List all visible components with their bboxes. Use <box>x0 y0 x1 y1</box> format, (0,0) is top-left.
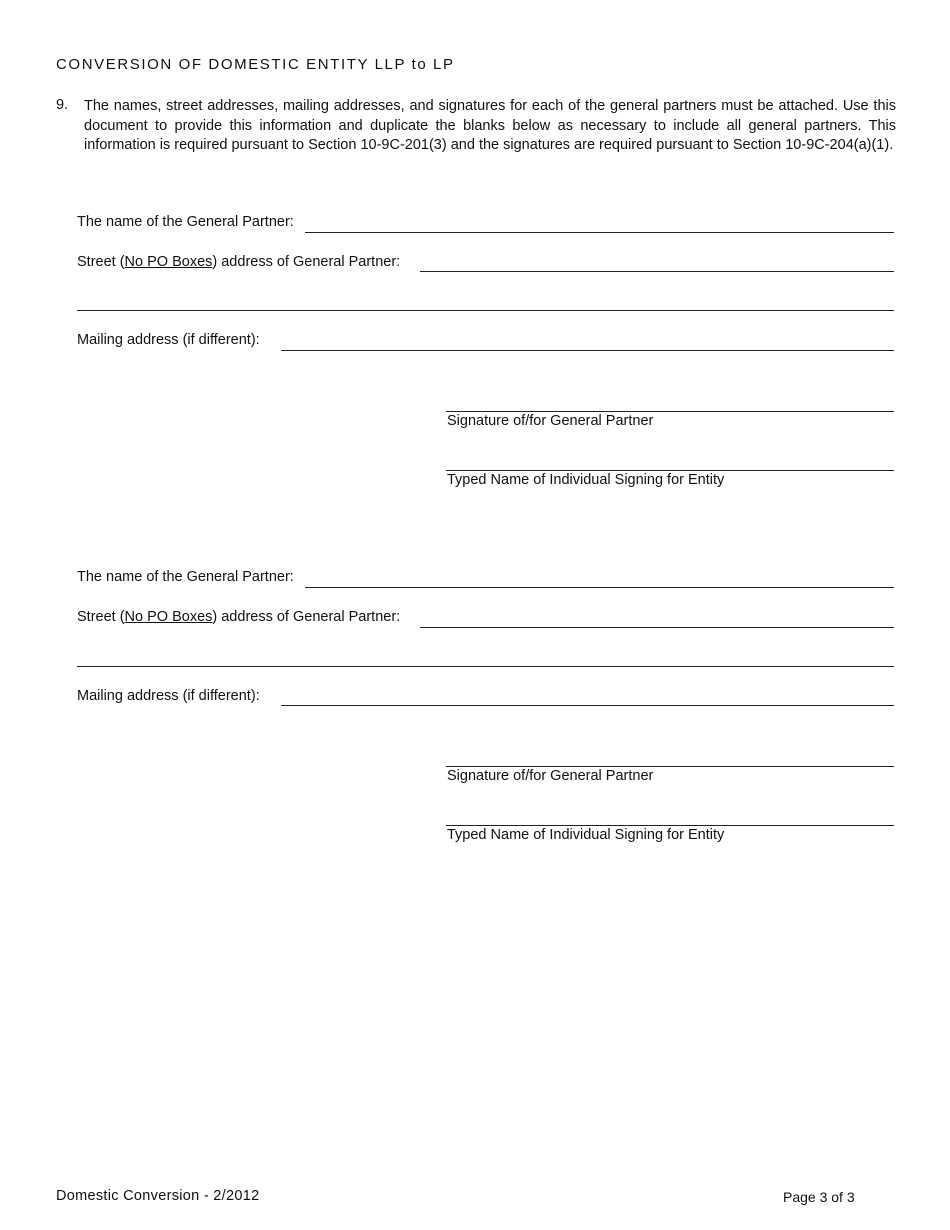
typed-name-label-1: Typed Name of Individual Signing for Entity <box>447 472 725 488</box>
footer-form-id: Domestic Conversion - 2/2012 <box>56 1188 260 1204</box>
partner-name-field-2[interactable] <box>305 587 894 588</box>
street-suffix-1: ) address of General Partner: <box>212 254 401 270</box>
typed-name-field-1[interactable] <box>446 470 894 471</box>
partner-name-label-2: The name of the General Partner: <box>77 569 294 585</box>
street-address-label-2 <box>77 609 401 625</box>
no-po-boxes-1: No PO Boxes <box>124 254 213 270</box>
mailing-address-label-1: Mailing address (if different): <box>77 332 260 348</box>
partner-name-field-1[interactable] <box>305 232 894 233</box>
street-address-line2-1[interactable] <box>77 310 894 311</box>
street-address-field-1[interactable] <box>420 271 894 272</box>
signature-label-1: Signature of/for General Partner <box>447 413 654 429</box>
signature-field-1[interactable] <box>446 411 894 412</box>
street-address-label-1 <box>77 254 401 270</box>
street-address-field-2[interactable] <box>420 627 894 628</box>
street-prefix-1: Street ( <box>77 254 125 270</box>
item-number: 9. <box>56 97 69 113</box>
typed-name-field-2[interactable] <box>446 825 894 826</box>
partner-name-label-1: The name of the General Partner: <box>77 214 294 230</box>
no-po-boxes-2: No PO Boxes <box>124 609 213 625</box>
mailing-address-field-2[interactable] <box>281 705 894 706</box>
signature-label-2: Signature of/for General Partner <box>447 768 654 784</box>
footer-page-number: Page 3 of 3 <box>783 1189 855 1205</box>
document-title: CONVERSION OF DOMESTIC ENTITY LLP to LP <box>56 56 455 73</box>
item-instructions: The names, street addresses, mailing addresses, and signatures for each of the general partners must be attached. Use this document to provide this information and duplicate the blanks below as necessary to include all general partners. This information is required pursuant to Section 10-9C-201(3) and the signatures are required pursuant to Section 10-9C-204(a)(1). <box>84 98 896 153</box>
street-prefix-2: Street ( <box>77 609 125 625</box>
street-address-line2-2[interactable] <box>77 666 894 667</box>
mailing-address-label-2: Mailing address (if different): <box>77 688 260 704</box>
street-suffix-2: ) address of General Partner: <box>212 609 401 625</box>
mailing-address-field-1[interactable] <box>281 350 894 351</box>
signature-field-2[interactable] <box>446 766 894 767</box>
typed-name-label-2: Typed Name of Individual Signing for Entity <box>447 827 725 843</box>
